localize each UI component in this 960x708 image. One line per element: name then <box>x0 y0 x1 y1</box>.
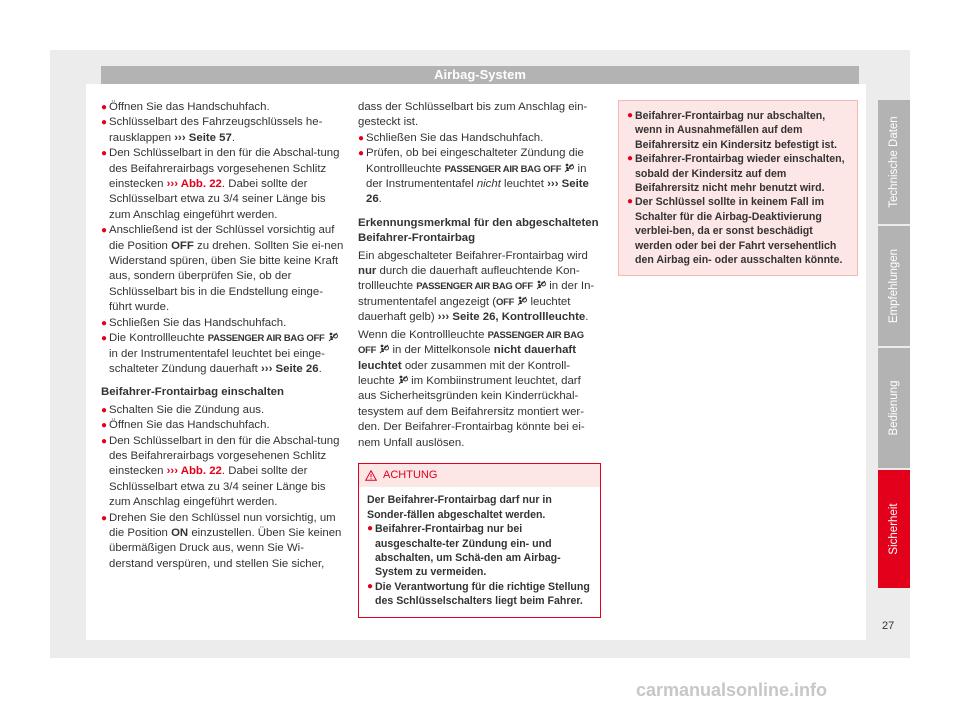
list-item: ● Die Kontrollleuchte PASSENGER AIR BAG OFF in der Instrumententafel leuchtet bei einge-schalteter Zündung dauerhaft ››› Seite 26. <box>101 331 344 377</box>
warning-header <box>359 464 600 487</box>
watermark: carmanualsonline.info <box>636 680 828 700</box>
paragraph: Wenn die Kontrollleuchte PASSENGER AIR BAG OFF in der Mittelkonsole nicht dauerhaft leuchtet oder zusammen mit der Kontroll-leuchte im Kombiinstrument leuchtet, darf aus Sicherheitsgründen kein Kinderrückhal-tesystem auf dem Beifahrersitz montiert wer-den. Der Beifahrer-Frontairbag könnte bei ei-nem Unfall auslösen. <box>358 328 585 449</box>
airbag-icon <box>564 163 574 173</box>
content-area <box>86 84 866 640</box>
airbag-icon <box>379 344 389 354</box>
tab-technische-daten[interactable]: Technische Daten <box>878 100 910 224</box>
column-middle <box>358 100 601 618</box>
list-item: ● Der Schlüssel sollte in keinem Fall im Schalter für die Airbag-Deaktivierung verblei-ben, da er sonst beschädigt werden oder bei der Fahrt versehentlich den Airbag ein- oder ausschalten könnte. <box>627 196 843 267</box>
list-item: ● Prüfen, ob bei eingeschalteter Zündung die Kontrollleuchte PASSENGER AIR BAG OFF in der Instrumententafel nicht leuchtet ››› Seite 26. <box>358 147 589 206</box>
page-link[interactable]: ››› Seite 26 <box>260 362 319 375</box>
column-right <box>618 100 858 276</box>
list-item: ● Drehen Sie den Schlüssel nun vorsichtig, um die Position ON einzustellen. Üben Sie keinen übermäßigen Druck aus, wenn Sie Wi-derstand verspüren, und stellen Sie sicher, <box>101 511 342 570</box>
list-item: ● Die Verantwortung für die richtige Stellung des Schlüsselschalters liegt beim Fahrer. <box>367 580 590 608</box>
off-lamp-label: OFF <box>496 296 515 308</box>
list-item: ● Beifahrer-Frontairbag nur abschalten, wenn in Ausnahmefällen auf dem Beifahrersitz ein Kindersitz befestigt ist. <box>627 110 837 151</box>
section-heading: Beifahrer-Frontairbag einschalten <box>101 386 284 399</box>
page-number: 27 <box>882 620 895 632</box>
figure-link[interactable]: ››› Abb. 22 <box>166 465 222 478</box>
column-left <box>101 100 344 572</box>
list-item: ● Schlüsselbart des Fahrzeugschlüssels he-rausklappen ››› Seite 57. <box>101 116 323 144</box>
tab-bedienung[interactable]: Bedienung <box>878 348 910 468</box>
list-item: ● Schließen Sie das Handschuhfach. <box>358 131 544 144</box>
list-item: ● Beifahrer-Frontairbag nur bei ausgeschalte-ter Zündung ein- und abschalten, um Schä-den am Airbag-System zu vermeiden. <box>367 523 561 579</box>
passenger-airbag-off-lamp-label: PASSENGER AIR BAG OFF <box>207 333 325 345</box>
list-item: ● Öffnen Sie das Handschuhfach. <box>101 101 270 113</box>
passenger-airbag-off-lamp-label: PASSENGER AIR BAG OFF <box>416 281 533 293</box>
passenger-airbag-off-lamp-label: PASSENGER AIR BAG OFF <box>358 329 584 357</box>
list-item: ● Öffnen Sie das Handschuhfach. <box>101 419 270 432</box>
page-link[interactable]: ››› Seite 26, Kontrollleuchte <box>437 311 586 324</box>
airbag-icon <box>328 332 338 342</box>
list-item: ● Beifahrer-Frontairbag wieder einschalten, sobald der Kindersitz auf dem Beifahrersitz nicht mehr benutzt wird. <box>627 153 845 195</box>
page-link[interactable]: ››› Seite 26 <box>366 178 589 206</box>
airbag-icon <box>517 296 527 306</box>
warning-title: ACHTUNG <box>383 468 438 481</box>
airbag-icon <box>536 280 546 290</box>
warning-box <box>358 463 601 618</box>
page-header: Airbag-System <box>101 66 859 84</box>
paragraph: dass der Schlüsselbart bis zum Anschlag ein-gesteckt ist. <box>358 101 588 129</box>
tab-empfehlungen[interactable]: Empfehlungen <box>878 226 910 346</box>
page-link[interactable]: ››› Seite 57 <box>174 131 232 144</box>
warning-body: Der Beifahrer-Frontairbag darf nur in Sonder-fällen abgeschaltet werden. ● Beifahrer-Frontairbag nur bei ausgeschalte-ter Zündung ein- und abschalten, um Schä-den am Airbag-System zu vermeiden. ● Die Verantwortung für die richtige Stellung des Schlüsselschalters liegt beim Fahrer. <box>359 487 600 616</box>
airbag-icon <box>398 375 408 385</box>
list-item: ● Schließen Sie das Handschuhfach. <box>101 316 287 329</box>
list-item: ● Schalten Sie die Zündung aus. <box>101 403 265 416</box>
passenger-airbag-off-lamp-label: PASSENGER AIR BAG OFF <box>444 163 562 175</box>
warning-triangle-icon <box>365 470 377 481</box>
list-item: ● Anschließend ist der Schlüssel vorsichtig auf die Position OFF zu drehen. Sollten Sie ei-nen Widerstand spüren, üben Sie bitte keine Kraft aus, sondern überprüfen Sie, ob der Schlüsselbart bis in die Endstellung einge-führt wurde. <box>101 224 344 314</box>
tab-sicherheit[interactable]: Sicherheit <box>878 470 910 588</box>
list-item: ● Den Schlüsselbart in den für die Abschal-tung des Beifahrerairbags vorgesehenen Schlitz einstecken ››› Abb. 22. Dabei sollte der Schlüsselbart etwa zu 3/4 seiner Länge bis zum Anschlag eingeführt werden. <box>101 434 340 509</box>
section-heading: Erkennungsmerkmal für den abgeschalteten Beifahrer-Frontairbag <box>358 216 599 245</box>
warning-continuation-box <box>618 100 858 276</box>
paragraph: Ein abgeschalteter Beifahrer-Frontairbag wird nur durch die dauerhaft aufleuchtende Kon-trollleuchte PASSENGER AIR BAG OFF in der In-strumententafel angezeigt (OFF leuchtet dauerhaft gelb) ››› Seite 26, Kontrollleuchte. <box>358 249 595 324</box>
list-item: ● Den Schlüsselbart in den für die Abschal-tung des Beifahrerairbags vorgesehenen Schlitz einstecken ››› Abb. 22. Dabei sollte der Schlüsselbart etwa zu 3/4 seiner Länge bis zum Anschlag eingeführt werden. <box>101 147 340 221</box>
figure-link[interactable]: ››› Abb. 22 <box>166 178 222 191</box>
